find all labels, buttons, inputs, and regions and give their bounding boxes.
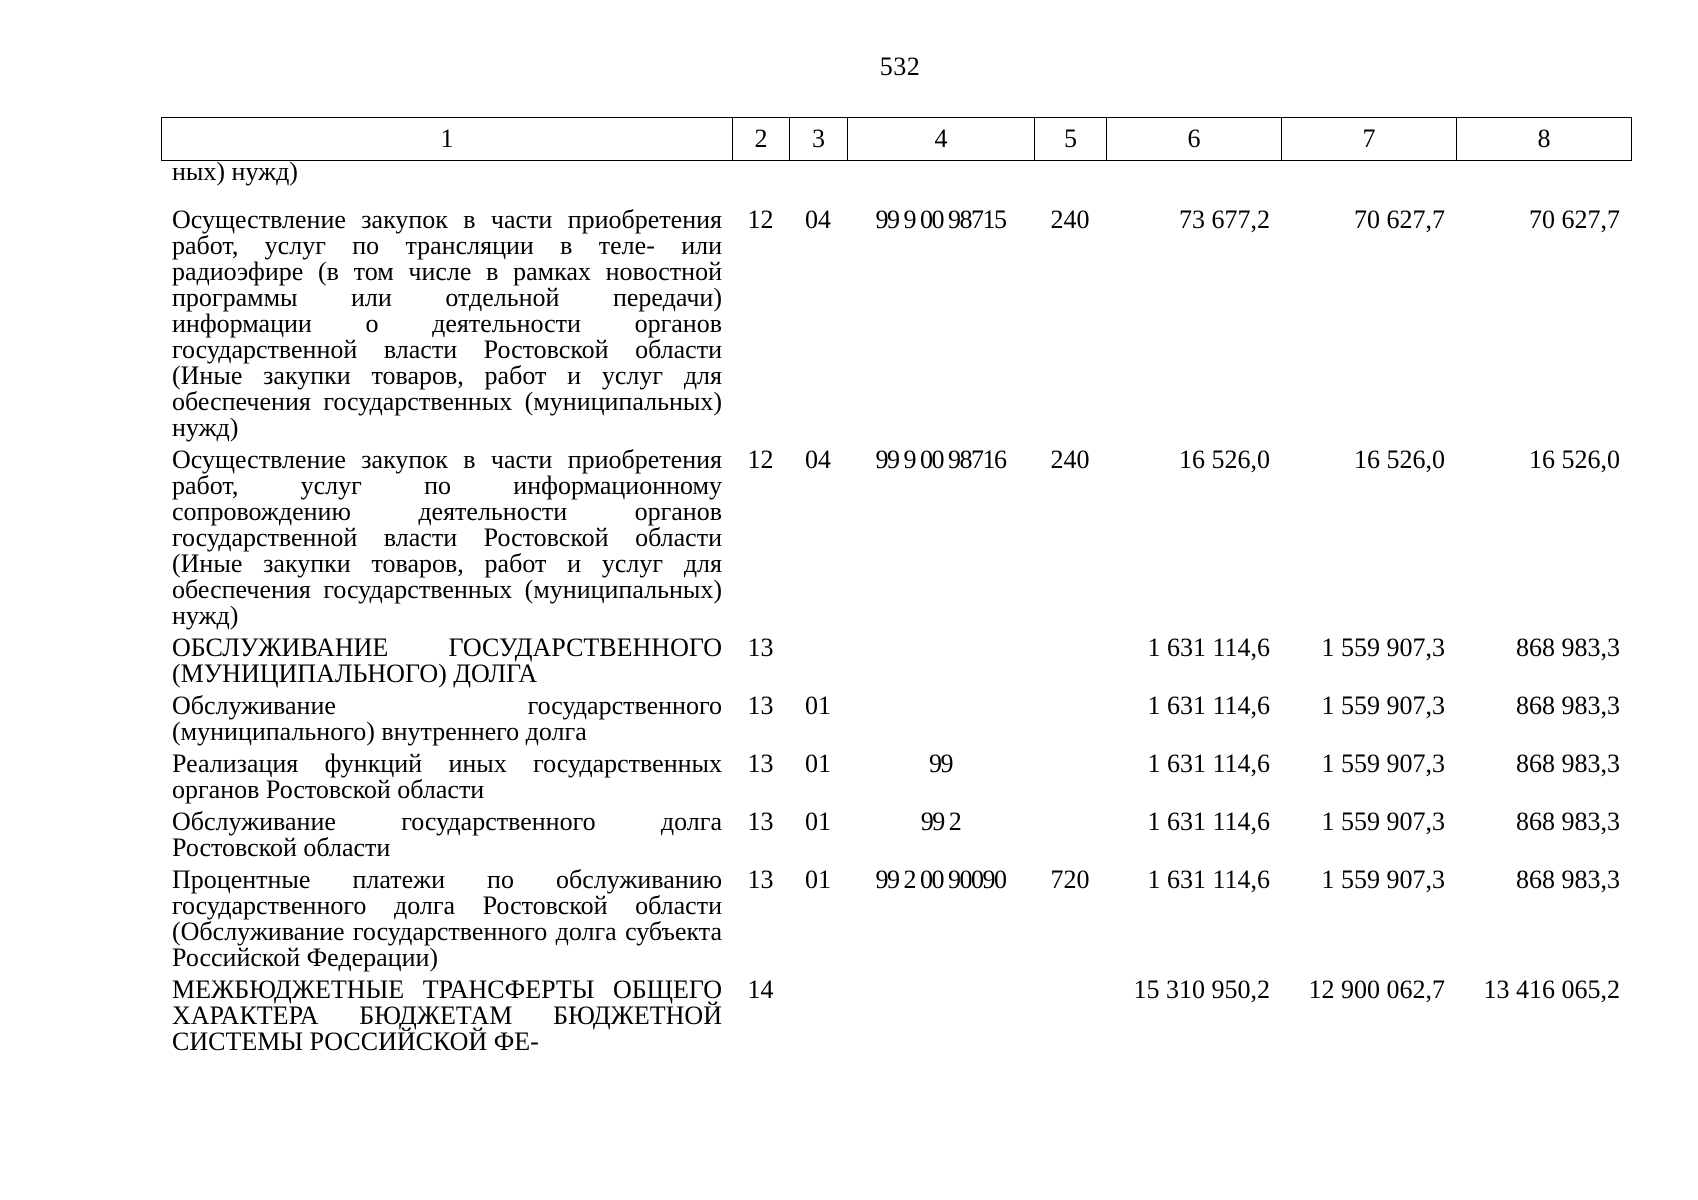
table-row — [161, 629, 1631, 687]
header-cell-3: 3 — [790, 118, 848, 161]
row-target-article: 99 — [929, 749, 952, 778]
row-description: ОБСЛУЖИВАНИЕ ГОСУДАРСТВЕННОГО (МУНИЦИПАЛЬНОГО) ДОЛГА — [172, 633, 722, 688]
row-amount-8: 13 416 065,2 — [1483, 975, 1620, 1004]
row-amount-8: 868 983,3 — [1516, 749, 1620, 778]
row-target-article — [847, 687, 1034, 745]
row-amount-8: 868 983,3 — [1516, 633, 1620, 662]
header-row — [162, 118, 1632, 161]
header-cell-8: 8 — [1457, 118, 1632, 161]
row-expense-type — [1034, 971, 1106, 1055]
row-section: 12 — [747, 445, 774, 474]
row-amount-6: 1 631 114,6 — [1147, 691, 1270, 720]
row-amount-7: 1 559 907,3 — [1321, 633, 1445, 662]
row-description: Реализация функций иных государственных органов Ростовской области — [172, 749, 722, 804]
row-subsection: 04 — [805, 445, 831, 474]
table-row — [161, 441, 1631, 629]
row-amount-8: 16 526,0 — [1529, 445, 1620, 474]
row-description: Процентные платежи по обслуживанию государственного долга Ростовской области (Обслуживание государственного долга субъекта Российской Федерации) — [172, 865, 722, 972]
row-subsection — [789, 159, 847, 185]
row-section: 13 — [747, 691, 774, 720]
row-subsection: 01 — [805, 865, 831, 894]
row-target-article — [847, 629, 1034, 687]
row-subsection: 04 — [805, 205, 831, 234]
row-amount-6: 1 631 114,6 — [1147, 749, 1270, 778]
row-section: 13 — [747, 633, 774, 662]
row-subsection — [789, 971, 847, 1055]
row-target-article: 99 9 00 98715 — [875, 205, 1006, 234]
row-description: Обслуживание государственного долга Ростовской области — [172, 807, 722, 862]
row-amount-8: 70 627,7 — [1529, 205, 1620, 234]
row-amount-8: 868 983,3 — [1516, 865, 1620, 894]
row-amount-7: 12 900 062,7 — [1308, 975, 1445, 1004]
row-expense-type — [1034, 687, 1106, 745]
row-subsection — [789, 629, 847, 687]
table-row — [161, 803, 1631, 861]
row-target-article: 99 2 — [920, 807, 961, 836]
row-description: Обслуживание государственного (муниципального) внутреннего долга — [172, 691, 722, 746]
row-amount-6 — [1106, 159, 1281, 185]
page-number: 532 — [879, 52, 921, 81]
row-description: Осуществление закупок в части приобретения работ, услуг по информационному сопровождению деятельности органов государственной власти Ростовской области (Иные закупки товаров, работ и услуг для обеспечения государственных (муниципальных) нужд) — [172, 445, 722, 630]
row-description: Осуществление закупок в части приобретения работ, услуг по трансляции в теле- или радиоэфире (в том числе в рамках новостной программы или отдельной передачи) информации о деятельности органов государственной власти Ростовской области (Иные закупки товаров, работ и услуг для обеспечения государственных (муниципальных) нужд) — [172, 205, 722, 442]
header-cell-1: 1 — [162, 118, 733, 161]
row-amount-8: 868 983,3 — [1516, 807, 1620, 836]
table-row — [161, 687, 1631, 745]
row-description: МЕЖБЮДЖЕТНЫЕ ТРАНСФЕРТЫ ОБЩЕГО ХАРАКТЕРА БЮДЖЕТАМ БЮДЖЕТНОЙ СИСТЕМЫ РОССИЙСКОЙ ФЕ- — [172, 975, 722, 1056]
row-amount-6: 15 310 950,2 — [1133, 975, 1270, 1004]
header-cell-2: 2 — [733, 118, 790, 161]
table-row — [161, 971, 1631, 1055]
row-target-article — [847, 971, 1034, 1055]
row-section — [732, 159, 789, 185]
row-amount-7: 1 559 907,3 — [1321, 749, 1445, 778]
row-expense-type: 240 — [1050, 445, 1090, 474]
row-subsection: 01 — [805, 807, 831, 836]
row-amount-8: 868 983,3 — [1516, 691, 1620, 720]
budget-table — [161, 159, 1631, 1055]
header-cell-7: 7 — [1282, 118, 1457, 161]
row-expense-type — [1034, 745, 1106, 803]
table-row — [161, 745, 1631, 803]
table-row — [161, 861, 1631, 971]
row-target-article: 99 2 00 90090 — [875, 865, 1006, 894]
header-cell-6: 6 — [1107, 118, 1282, 161]
row-amount-6: 1 631 114,6 — [1147, 865, 1270, 894]
row-target-article — [847, 159, 1034, 185]
row-section: 14 — [747, 975, 774, 1004]
row-section: 13 — [747, 865, 774, 894]
row-amount-7: 1 559 907,3 — [1321, 865, 1445, 894]
row-section: 13 — [747, 749, 774, 778]
row-amount-7: 1 559 907,3 — [1321, 807, 1445, 836]
table-header — [161, 117, 1632, 161]
row-amount-7 — [1281, 159, 1456, 185]
row-expense-type: 720 — [1050, 865, 1090, 894]
row-target-article: 99 9 00 98716 — [875, 445, 1006, 474]
row-amount-7: 70 627,7 — [1354, 205, 1445, 234]
header-cell-4: 4 — [848, 118, 1035, 161]
row-expense-type — [1034, 803, 1106, 861]
row-amount-7: 16 526,0 — [1354, 445, 1445, 474]
row-expense-type — [1034, 629, 1106, 687]
row-subsection: 01 — [805, 749, 831, 778]
header-cell-5: 5 — [1035, 118, 1107, 161]
table-row — [161, 185, 1631, 441]
row-section: 13 — [747, 807, 774, 836]
row-amount-8 — [1456, 159, 1631, 185]
row-amount-6: 16 526,0 — [1179, 445, 1270, 474]
row-section: 12 — [747, 205, 774, 234]
row-amount-6: 1 631 114,6 — [1147, 633, 1270, 662]
row-description: ных) нужд) — [172, 157, 298, 186]
row-expense-type — [1034, 159, 1106, 185]
row-expense-type: 240 — [1050, 205, 1090, 234]
row-amount-6: 1 631 114,6 — [1147, 807, 1270, 836]
row-amount-6: 73 677,2 — [1179, 205, 1270, 234]
row-amount-7: 1 559 907,3 — [1321, 691, 1445, 720]
row-subsection: 01 — [805, 691, 831, 720]
table-row — [161, 159, 1631, 185]
